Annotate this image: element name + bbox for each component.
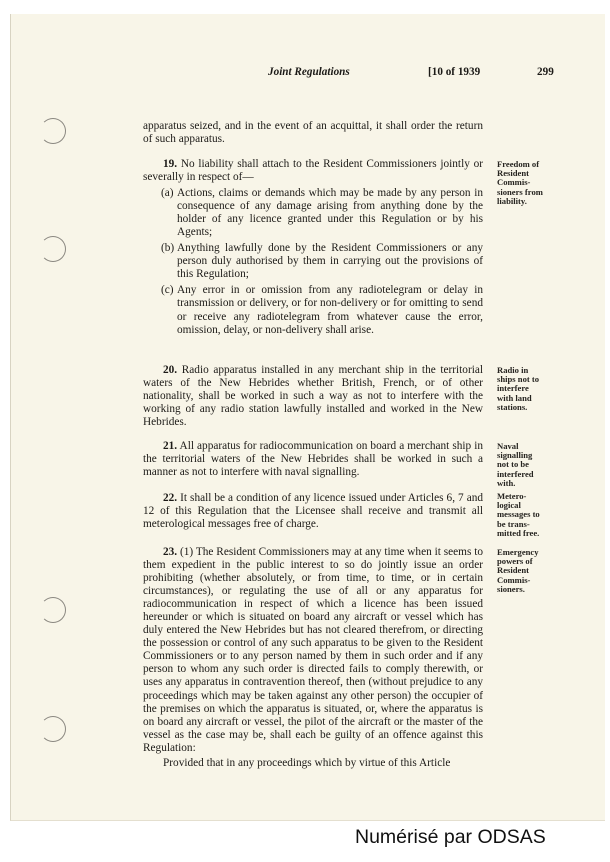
section-text: The Resident Commissioners may at any time when it seems to them expedient in the public interest to so do jointly issue an order prohibiting (whether absolutely, or from time, to time, or in certain circumstances), or regulating the use of all or any apparatus for radiocommunication in respect of which a licence has been issued hereunder or which is situated on board any aircraft or vessel which has duly entered the New Hebrides but has not cleared therefrom, or directing the possession or control of any such apparatus to be given to the Resident Commissioners or to any person named by them in such order and if any person to whom any such order is directed fails to comply therewith, or uses any apparatus in contravention thereof, then (without prejudice to any proceedings which may be taken against any other person) the occupier of the premises on which the apparatus is situated, or, where the apparatus is on board any aircraft or vessel, the pilot of the aircraft or the master of the vessel as the case may be, shall each be guilty of an offence against this Regulation: [143,546,484,754]
section-text: Radio apparatus installed in any merchant ship in the territorial waters of the New Hebrides whether British, French, or of other nationality, shall be worked in such a way as not to interfere with the working of any radio station lawfully installed and worked in the New Hebrides. [143,364,484,429]
margin-note-line: interfere [497,383,529,394]
margin-note-line: Freedom of [497,159,540,169]
margin-note-line: powers of [497,556,533,567]
margin-note-19 [497,160,565,206]
binder-hole [40,236,66,262]
margin-note-line: signalling [497,450,533,461]
section-text: It shall be a condition of any licence issued under Articles 6, 7 and 12 of this Regulation that the Licensee shall receive and transmit all meterological messages free of charge. [143,492,483,531]
margin-note-21 [497,442,565,488]
margin-note-line: ships not to [497,374,540,385]
section-number: 23. [163,546,178,558]
margin-note-line: not to be [497,459,529,470]
subsection-number: (1) [180,546,194,558]
margin-note-line: mitted free. [497,527,540,538]
binder-hole [40,597,66,623]
section-22 [143,492,483,531]
margin-note-line: Emergency [497,547,539,557]
section-number: 21. [163,440,178,452]
margin-note-line: Resident [497,565,529,576]
clause-label: (a) [161,187,174,200]
margin-note-line: interfered [497,468,534,479]
margin-note-line: Metero- [497,491,527,501]
section-21-text [143,440,483,479]
section-23-proviso: Provided that in any proceedings which by virtue of this Article [163,756,451,769]
clause-text: Anything lawfully done by the Resident Commissioners or any person duly authorised by them in carrying out the provisions of this Regulation; [177,242,483,281]
section-number: 22. [163,492,178,504]
section-20 [143,364,483,429]
binder-hole [40,118,66,144]
clause-label: (c) [161,284,174,297]
digitization-watermark: Numérisé par ODSAS [355,826,546,848]
margin-note-line: Naval [497,441,519,451]
clause-c [143,284,483,336]
margin-note-line: sioners from [497,186,543,197]
margin-note-line: sioners. [497,583,525,594]
margin-note-line: Radio in [497,365,529,375]
header-title: Joint Regulations [268,66,350,78]
margin-note-line: be trans- [497,518,530,529]
margin-note-line: logical [497,500,521,511]
margin-note-line: with land [497,392,532,403]
section-text: All apparatus for radiocommunication on board a merchant ship in the territorial waters of the New Hebrides shall be worked in such a manner as not to interfere with naval signalling. [143,440,483,479]
clause-label: (b) [161,242,175,255]
margin-note-line: with. [497,477,516,488]
margin-note-line: Resident [497,168,529,179]
clause-text: Any error in or omission from any radiotelegram or delay in transmission or delivery, or for non-delivery or for omitting to send or receive any radiotelegram from whatever cause the error, omission, delay, or non-delivery shall arise. [177,284,483,336]
clause-a [143,187,483,239]
section-19 [143,158,483,337]
section-19-intro [143,158,483,184]
section-20-text [143,364,483,429]
margin-note-line: Commis- [497,574,531,585]
margin-note-23 [497,548,565,594]
continuation-paragraph: apparatus seized, and in the event of an acquittal, it shall order the return of such apparatus. [143,120,483,146]
margin-note-line: liability. [497,195,527,206]
margin-note-line: messages to [497,509,540,520]
section-21 [143,440,483,479]
section-23 [143,546,483,770]
clause-text: Actions, claims or demands which may be made by any person in consequence of any damage arising from anything done by the holder of any licence granted under this Regulation or by his Agents; [177,187,483,239]
binder-hole [40,716,66,742]
clause-b [143,242,483,281]
margin-note-line: stations. [497,401,528,412]
continuation-text [143,120,483,146]
section-text: No liability shall attach to the Resident Commissioners jointly or severally in respect of— [143,158,483,184]
section-number: 19. [163,158,178,170]
margin-note-22 [497,492,565,538]
margin-note-20 [497,366,565,412]
section-number: 20. [163,364,178,376]
header-regulation-ref: [10 of 1939 [428,66,481,78]
section-22-text [143,492,483,531]
section-23-text [143,546,483,755]
margin-note-line: Commis- [497,177,531,188]
running-header [0,66,610,80]
page-number: 299 [537,66,554,78]
